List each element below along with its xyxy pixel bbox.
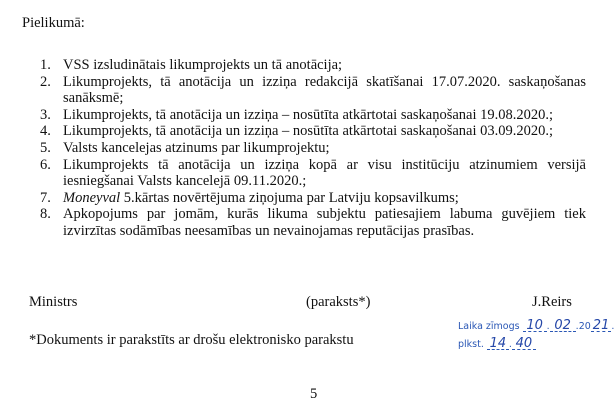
attachments-heading: Pielikumā:: [22, 15, 85, 31]
e-signature-footnote: *Dokuments ir parakstīts ar drošu elektronisko parakstu: [29, 332, 354, 348]
list-item: [22, 206, 586, 239]
timestamp-stamp: [458, 318, 610, 352]
stamp-month: 02: [550, 320, 576, 332]
list-item-text: Likumprojekts, tā anotācija un izziņa – nosūtīta atkārtotai saskaņošanai 19.08.2020.;: [63, 106, 554, 123]
signature-placeholder: (paraksts*): [306, 294, 371, 310]
list-item-number: 2.: [40, 73, 51, 90]
page-number: 5: [310, 386, 318, 402]
list-item-text: Likumprojekts, tā anotācija un izziņa redakcijā skatīšanai 17.07.2020. saskaņošanas sanāksmē;: [63, 73, 586, 107]
stamp-time-line: plkst. 14 . 40: [458, 338, 536, 350]
list-item-text: Likumprojekts, tā anotācija un izziņa – nosūtīta atkārtotai saskaņošanai 03.09.2020.;: [63, 123, 554, 140]
list-item-text: Apkopojums par jomām, kurās likuma subjektu patiesajiem labuma guvējiem tiek izvirzītas sodāmības neesamības un nevainojamas reputācijas prasības.: [63, 206, 586, 239]
list-item-number: 5.: [40, 139, 51, 156]
stamp-minute: 40: [512, 338, 536, 350]
stamp-day: 10: [523, 320, 547, 332]
signatory-name: J.Reirs: [532, 294, 572, 310]
stamp-hour: 14: [487, 338, 509, 350]
list-item-text: Valsts kancelejas atzinums par likumprojektu;: [63, 139, 330, 156]
attachments-list: [22, 57, 586, 240]
list-item-text: Moneyval 5.kārtas novērtējuma ziņojuma par Latviju kopsavilkums;: [63, 189, 459, 206]
stamp-time-label: plkst.: [458, 339, 484, 350]
list-item: [22, 140, 586, 157]
list-item-number: 1.: [40, 57, 51, 73]
list-item: [22, 190, 586, 207]
list-item-number: 6.: [40, 156, 51, 173]
list-item-number: 8.: [40, 206, 51, 223]
list-item-number: 7.: [40, 189, 51, 206]
stamp-date-line: Laika zīmogs 10 . 02 .20 21: [458, 318, 610, 333]
list-item: [22, 74, 586, 107]
italic-report-name: Moneyval: [63, 189, 121, 206]
stamp-year-prefix: 20: [578, 321, 591, 332]
list-item-number: 4.: [40, 123, 51, 140]
list-item-text: VSS izsludinātais likumprojekts un tā anotācija;: [63, 57, 343, 73]
stamp-year-suffix: 21: [592, 318, 610, 333]
stamp-label: Laika zīmogs: [458, 321, 520, 332]
list-item: [22, 57, 586, 74]
list-item: [22, 107, 586, 124]
list-item: [22, 157, 586, 190]
list-item-text: Likumprojekts tā anotācija un izziņa kopā ar visu institūciju atzinumiem versijā iesniegšanai Valsts kancelejā 09.11.2020.;: [63, 156, 586, 190]
list-item-number: 3.: [40, 106, 51, 123]
list-item: [22, 123, 586, 140]
signatory-role: Ministrs: [29, 294, 78, 310]
